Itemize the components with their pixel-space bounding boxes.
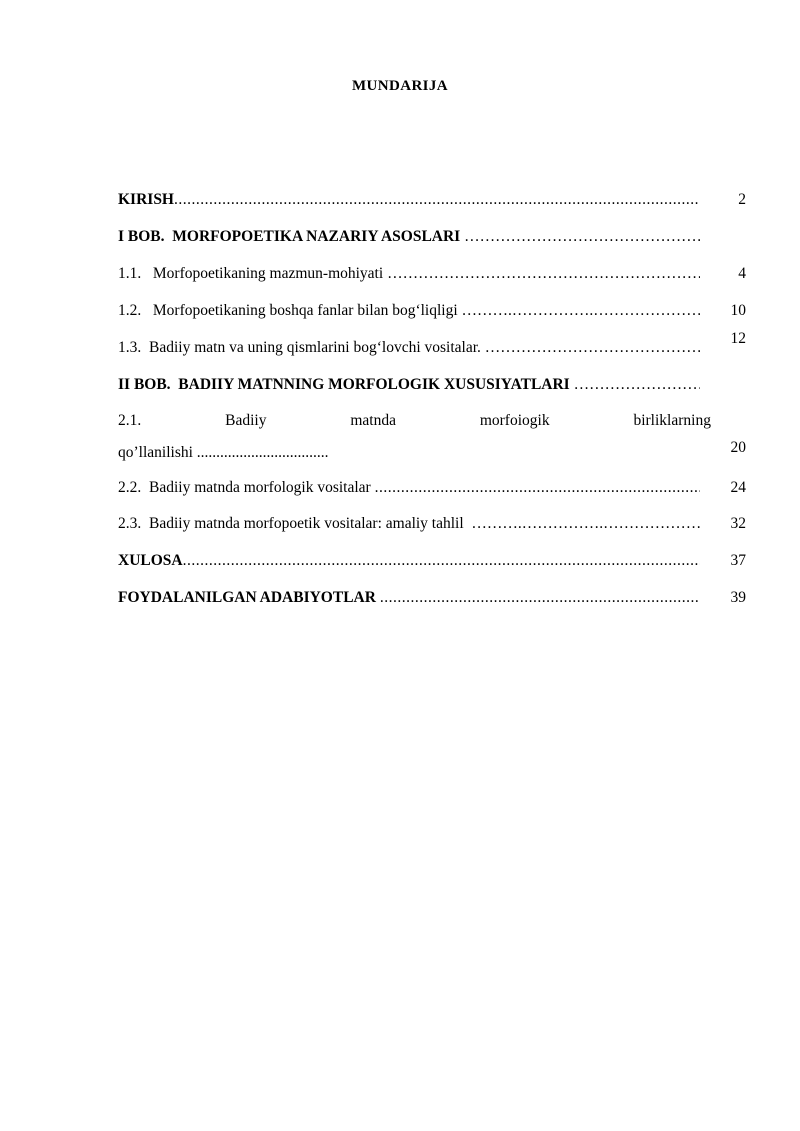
- toc-leader: [485, 338, 700, 359]
- toc-page-number: 12: [730, 329, 746, 347]
- toc-entry-label: 2.2. Badiiy matnda morfologik vositalar: [118, 478, 375, 496]
- toc-leader: [462, 301, 700, 322]
- toc-entry-word: birliklarning: [633, 411, 711, 429]
- toc-leader: [387, 264, 700, 285]
- toc-entry-word: 2.1.: [118, 411, 142, 429]
- toc-leader: [464, 227, 700, 248]
- toc-entry-label: KIRISH: [118, 191, 174, 208]
- toc-page-number: 39: [730, 589, 746, 607]
- toc-entry-label: FOYDALANILGAN ADABIYOTLAR: [118, 589, 380, 607]
- toc-entry-section-1-1[interactable]: [118, 264, 746, 285]
- toc-entry-xulosa[interactable]: [118, 551, 746, 572]
- toc-leader: [380, 588, 700, 609]
- toc-entry-label: I BOB. MORFOPOETIKA NAZARIY ASOSLARI: [118, 227, 465, 245]
- toc-page-number: 20: [730, 438, 746, 456]
- toc-entry-section-2-1[interactable]: [118, 412, 746, 462]
- toc-page-number: 2: [738, 191, 746, 208]
- toc-entry-word: Badiiy: [225, 411, 267, 429]
- toc-entry-bob-2[interactable]: [118, 375, 746, 396]
- toc-leader: [174, 190, 700, 211]
- toc-entry-section-1-2[interactable]: [118, 301, 746, 322]
- toc-entry-label: 2.3. Badiiy matnda morfopoetik vositalar: amaliy tahlil: [118, 515, 472, 533]
- toc-leader: [183, 551, 700, 572]
- toc-entry-label: 1.1. Morfopoetikaning mazmun-mohiyati: [118, 264, 388, 282]
- toc-leader: [375, 478, 700, 499]
- toc-entry-section-2-3[interactable]: [118, 514, 746, 535]
- toc-page-number: 32: [730, 515, 746, 533]
- toc-entry-foydalanilgan-adabiyotlar[interactable]: [118, 588, 746, 609]
- toc-entry-section-2-2[interactable]: [118, 478, 746, 499]
- table-of-contents: [118, 190, 746, 625]
- toc-entry-bob-1[interactable]: [118, 227, 746, 248]
- toc-leader: [471, 514, 700, 535]
- toc-entry-label: 1.3. Badiiy matn va uning qismlarini bog‘lovchi vositalar.: [118, 338, 485, 356]
- toc-entry-section-1-3[interactable]: [118, 329, 746, 359]
- toc-entry-label: XULOSA: [118, 552, 183, 570]
- toc-entry-word: matnda: [350, 411, 396, 429]
- toc-entry-kirish[interactable]: [118, 190, 746, 211]
- toc-page-number: 24: [730, 478, 746, 496]
- page-title: MUNDARIJA: [351, 78, 449, 94]
- toc-entry-word: morfoiogik: [479, 411, 550, 429]
- toc-page-number: 4: [738, 264, 746, 282]
- toc-page-number: 10: [730, 301, 746, 319]
- toc-entry-label: 1.2. Morfopoetikaning boshqa fanlar bilan bog‘liqligi: [118, 301, 462, 319]
- toc-entry-label: II BOB. BADIIY MATNNING MORFOLOGIK XUSUSIYATLARI: [118, 375, 574, 393]
- toc-entry-label-continued: qo’llanilishi ..................................: [118, 443, 329, 461]
- toc-leader: [574, 375, 700, 396]
- toc-page-number: 37: [730, 552, 746, 570]
